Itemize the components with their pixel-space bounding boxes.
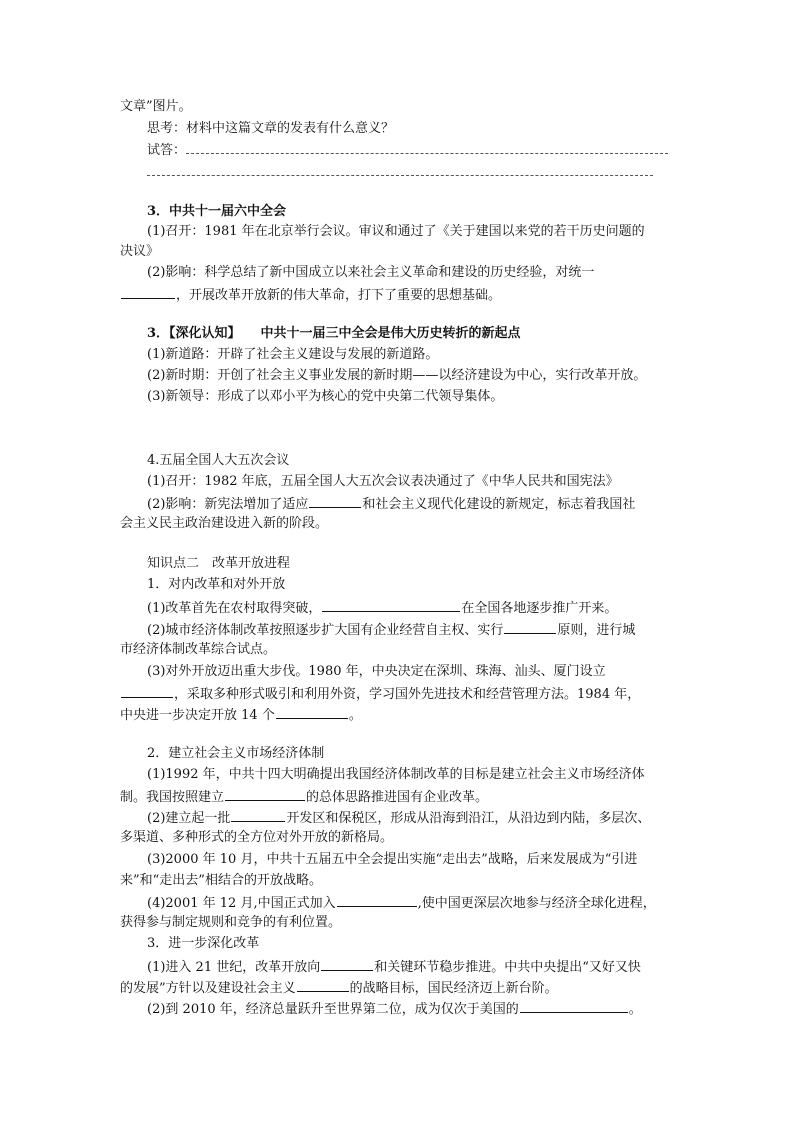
kp2-s1-p3c-text: 中央进一步决定开放 14 个 [120,708,275,723]
sec4-title [147,452,289,470]
kp2-s2-p4b-text: ,使中国更深层次地参与经济全球化进程， [417,896,656,911]
think-prompt [147,120,394,138]
kp2-s2-p2a [147,808,650,826]
sec3-p2a [147,264,594,282]
kp2-s1-p2b-text: 原则，进行城 [557,623,636,638]
deep-title-text: 中共十一届三中全会是伟大历史转折的新起点 [260,326,521,341]
kp2-s3-p1c-text: 的发展”方针以及建设社会主义 [120,981,296,996]
deep-l1-text: (1)新道路：开辟了社会主义建设与发展的新道路。 [147,347,439,362]
kp2-s1-p2a-text: (2)城市经济体制改革按照逐步扩大国有企业经营自主权、实行 [147,623,504,638]
kp2-s1-p3c [120,705,362,723]
kp2-s2-p3b [120,872,322,890]
sec4-title-text: 4.五届全国人大五次会议 [147,453,290,468]
answer-line [147,142,668,160]
kp2-title [147,555,290,573]
kp2-s1-p1b-text: 在全国各地逐步推广开来。 [461,601,618,616]
kp2-s1-title [147,576,285,594]
sec4-p2a-text: (2)影响：新宪法增加了适应 [147,497,309,512]
kp2-s2-p3b-text: 来”和“走出去”相结合的开放战略。 [120,873,322,888]
kp2-s2-p1b-text: 制。我国按照建立 [120,790,225,805]
sec4-p2c [120,515,328,533]
sec4-p2b-text: 和社会主义现代化建设的新规定，标志着我国社 [362,497,636,512]
kp2-s3-title-text: 3．进一步深化改革 [147,936,260,951]
answer-dash-line-2[interactable] [147,165,653,176]
kp2-s1-p2-blank[interactable] [504,620,556,634]
sec3-p1b-text: 决议》 [120,244,160,259]
sec3-p1a-text: (1)召开：1981 年在北京举行会议。审议和通过了《关于建国以来党的若干历史问题的 [147,224,645,239]
kp2-s1-p2c-text: 市经济体制改革综合试点。 [120,642,277,657]
sec4-p2a [147,494,635,512]
answer-line-2 [147,164,653,182]
top-fragment [120,98,192,116]
answer-dash-line-1[interactable] [186,143,668,154]
kp2-s2-title [147,745,324,763]
sec4-p2c-text: 会主义民主政治建设进入新的阶段。 [120,516,329,531]
kp2-s3-p1a [147,957,641,975]
deep-l3 [147,388,503,406]
kp2-s3-p1a-text: (1)进入 21 世纪，改革开放向 [147,960,321,975]
sec3-p2b [120,285,501,303]
kp2-s2-p4-blank[interactable] [337,893,417,907]
kp2-s2-p2a-text: (2)建立起一批 [147,811,231,826]
kp2-s2-p4a [147,893,656,911]
deep-l3-text: (3)新领导：形成了以邓小平为核心的党中央第二代领导集体。 [147,389,504,404]
sec3-p1b [120,243,159,261]
kp2-s3-p2 [147,999,642,1017]
kp2-s1-p1a-text: (1)改革首先在农村取得突破， [147,601,322,616]
kp2-s2-p2c-text: 多渠道、多种形式的全方位对外开放的新格局。 [120,830,394,845]
kp2-s1-p3b-text: ，采取多种形式吸引和利用外资，学习国外先进技术和经营管理方法。1984 年， [174,687,641,702]
kp2-s1-p3-blank-1[interactable] [121,684,173,698]
sec3-title-text: 3．中共十一届六中全会 [147,204,287,219]
deep-l1 [147,346,438,364]
deep-title-prefix: 3．【深化认知】 [147,326,241,341]
kp2-s2-p1a [147,766,645,784]
kp2-s3-p1c [120,978,558,996]
think-prompt-text: 思考：材料中这篇文章的发表有什么意义？ [147,121,395,136]
kp2-s3-title [147,935,259,953]
kp2-s1-p3b [120,684,640,702]
kp2-s2-p4c [120,914,341,932]
deep-l2 [147,367,646,385]
kp2-s2-p1a-text: (1)1992 年，中共十四大明确提出我国经济体制改革的目标是建立社会主义市场经济体 [147,767,645,782]
kp2-s2-p2c [120,829,393,847]
kp2-s3-p2a-text: (2)到 2010 年，经济总量跃升至世界第二位，成为仅次于美国的 [147,1002,519,1017]
kp2-s1-p2 [147,620,635,638]
kp2-s1-p2c [120,641,276,659]
sec3-p2a-text: (2)影响：科学总结了新中国成立以来社会主义革命和建设的历史经验，对统一 [147,265,595,280]
sec3-p1a [147,223,645,241]
sec4-blank[interactable] [309,494,361,508]
kp2-s1-p3a-text: (3)对外开放迈出重大步伐。1980 年，中央决定在深圳、珠海、汕头、厦门设立 [147,664,606,679]
kp2-s2-p2-blank[interactable] [231,808,285,822]
kp2-s1-title-text: 1．对内改革和对外开放 [147,577,286,592]
kp2-s1-p1-blank[interactable] [322,598,460,612]
sec3-p2b-text: ，开展改革开放新的伟大革命，打下了重要的思想基础。 [176,288,502,303]
kp2-s2-p4c-text: 获得参与制定规则和竞争的有利位置。 [120,915,342,930]
kp2-s1-p1 [147,598,617,616]
kp2-s3-p1-blank-2[interactable] [297,978,349,992]
kp2-s3-p2-blank[interactable] [520,999,628,1013]
answer-label: 试答： [147,143,187,158]
top-fragment-text: 文章”图片。 [120,99,192,114]
kp2-s2-p1b [120,787,488,805]
sec3-blank[interactable] [121,285,175,299]
sec3-title [147,203,286,221]
kp2-s3-p1b-text: 和关键环节稳步推进。中共中央提出“又好又快 [374,960,641,975]
deep-l2-text: (2)新时期：开创了社会主义事业发展的新时期——以经济建设为中心，实行改革开放。 [147,368,647,383]
sec4-p1 [147,473,619,491]
deep-title [147,325,521,343]
kp2-s1-p3-blank-2[interactable] [276,705,348,719]
kp2-s1-p3d-text: 。 [348,708,362,723]
kp2-s2-p1c-text: 的总体思路推进国有企业改革。 [306,790,489,805]
kp2-s1-p3a [147,663,606,681]
kp2-s2-p1-blank[interactable] [225,787,305,801]
kp2-s2-p2b-text: 开发区和保税区，形成从沿海到沿江，从沿边到内陆，多层次、 [286,811,651,826]
kp2-s3-p1d-text: 的战略目标，国民经济迈上新台阶。 [349,981,558,996]
kp2-s2-title-text: 2．建立社会主义市场经济体制 [147,746,325,761]
kp2-s2-p3a-text: (3)2000 年 10 月，中共十五届五中全会提出实施“走出去”战略，后来发展成为“引进 [147,852,638,867]
kp2-s3-p1-blank-1[interactable] [321,957,373,971]
kp2-s2-p4a-text: (4)2001 年 12 月,中国正式加入 [147,896,336,911]
kp2-s2-p3a [147,851,637,869]
kp2-s3-p2b-text: 。 [628,1002,642,1017]
kp2-title-text: 知识点二 改革开放进程 [147,556,291,571]
sec4-p1-text: (1)召开：1982 年底，五届全国人大五次会议表决通过了《中华人民共和国宪法》 [147,474,619,489]
